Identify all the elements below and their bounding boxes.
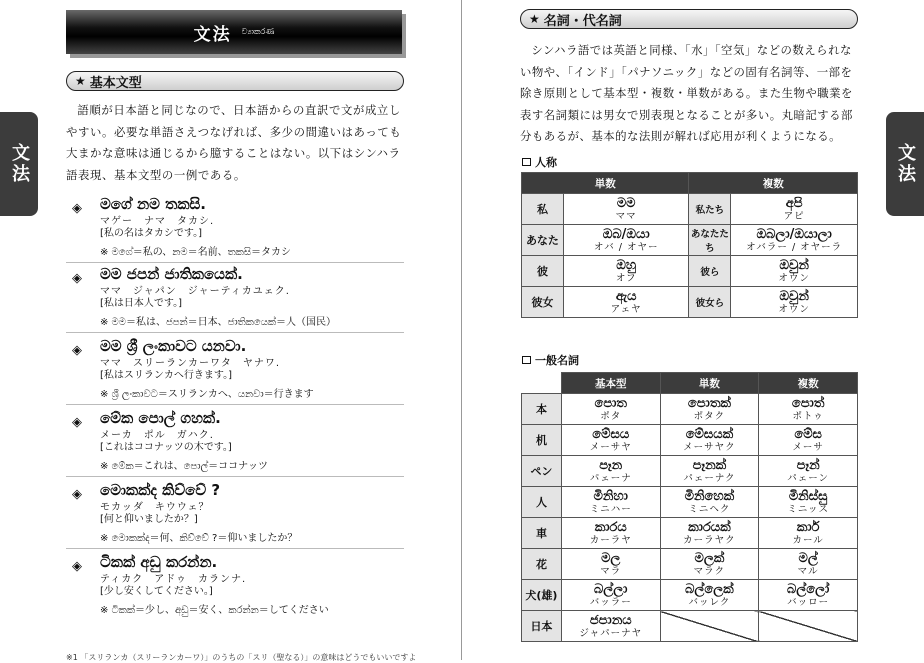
row-label: 車 <box>522 518 562 549</box>
row-label-plural: あなたたち <box>689 225 731 256</box>
sinhala-word: මිනිහා <box>593 488 628 504</box>
japanese-meaning: [私は日本人です。] <box>100 298 183 309</box>
star-icon: ★ <box>529 12 540 26</box>
plural-cell <box>759 518 858 549</box>
base-form-cell <box>561 487 660 518</box>
sinhala-word: මිනිහෙක් <box>684 488 735 504</box>
table-row <box>522 611 858 642</box>
sinhala-word: අපි <box>785 195 803 211</box>
sinhala-word: මල් <box>798 550 818 566</box>
katakana-reading: ママ スリーランカーワタ ヤナワ. <box>100 358 281 369</box>
japanese-meaning: [私はスリランカへ行きます。] <box>100 370 233 381</box>
section-heading-nouns <box>520 9 858 29</box>
nouns-heading-label: 一般名詞 <box>535 354 579 367</box>
sinhala-word: බල්ලෝ <box>787 581 830 597</box>
pronouns-table <box>521 172 858 318</box>
sinhala-sentence: මගේ නම තකසි. <box>100 195 206 213</box>
row-label: 花 <box>522 549 562 580</box>
table-row <box>522 487 858 518</box>
sinhala-word: ඔබලා/ඔයාලා <box>756 226 832 242</box>
sentence-pattern <box>66 481 404 549</box>
katakana-reading: オバ / オヤー <box>593 241 659 253</box>
katakana-reading: アピ <box>783 210 805 222</box>
row-label-singular: あなた <box>522 225 564 256</box>
katakana-reading: ティカク アドゥ カランナ. <box>100 574 247 585</box>
table-row <box>522 580 858 611</box>
singular-cell <box>563 287 689 318</box>
section-title: 名詞・代名詞 <box>543 13 622 29</box>
singular-cell <box>660 580 759 611</box>
katakana-reading: ミニハー <box>589 503 632 515</box>
katakana-reading: カール <box>792 534 824 546</box>
sinhala-word: ඔවුන් <box>779 288 809 304</box>
singular-cell <box>660 518 759 549</box>
katakana-reading: ママ ジャパン ジャーティカユェク. <box>100 286 290 297</box>
table-row <box>522 518 858 549</box>
katakana-reading: ジャパーナヤ <box>579 627 643 639</box>
katakana-reading: ママ <box>615 210 637 222</box>
katakana-reading: マラ <box>600 565 622 577</box>
base-form-cell <box>561 394 660 425</box>
table-row <box>522 287 858 318</box>
plural-cell <box>759 549 858 580</box>
nouns-header-singular: 単数 <box>660 373 759 394</box>
sinhala-sentence: මම ජපන් ජාතිකයෙක්. <box>100 265 243 283</box>
plural-cell <box>759 580 858 611</box>
katakana-reading: ミニッス <box>787 503 829 515</box>
row-label-singular: 私 <box>522 194 564 225</box>
katakana-reading: パェーナク <box>683 472 736 484</box>
sinhala-sentence: මම ශ්‍රී ලංකාවට යනවා. <box>100 337 247 355</box>
word-gloss: ※ මම＝私は、ජපන්＝日本、ජාතිකයෙක්＝人（国民） <box>100 317 337 328</box>
sinhala-word: ඇය <box>615 288 637 304</box>
sentence-pattern <box>66 553 404 621</box>
chapter-title: 文法 <box>193 24 232 45</box>
nouns-subheading <box>522 352 579 368</box>
row-label-plural: 彼女ら <box>689 287 731 318</box>
japanese-meaning: [何と仰いましたか？] <box>100 514 198 525</box>
singular-cell <box>660 549 759 580</box>
row-label-singular: 彼 <box>522 256 564 287</box>
pronouns-header-plural: 複数 <box>689 173 858 194</box>
sinhala-word: මිනිස්සු <box>788 488 828 504</box>
empty-cell <box>660 611 759 642</box>
sinhala-word: මේසයක් <box>685 426 734 442</box>
footnote: ※1 「スリランカ（スリーランカーワ）」のうちの「スリ（聖なる）」の意味はどうでもいいですよ <box>66 653 417 662</box>
sentence-pattern <box>66 409 404 477</box>
katakana-reading: マル <box>797 565 819 577</box>
diamond-bullet-icon: ◈ <box>72 415 82 430</box>
sinhala-word: බල්ලා <box>594 581 628 597</box>
diamond-bullet-icon: ◈ <box>72 343 82 358</box>
pronouns-subheading <box>522 154 557 170</box>
side-tab-left[interactable]: 文法 <box>0 112 38 216</box>
table-row <box>522 456 858 487</box>
sentence-pattern <box>66 265 404 333</box>
singular-cell <box>660 425 759 456</box>
word-gloss: ※ මොකක්ද＝何、කිව්වේ ?＝仰いましたか？ <box>100 533 298 544</box>
plural-cell <box>759 394 858 425</box>
katakana-reading: メーサ <box>792 441 824 453</box>
sinhala-word: පෑන <box>599 457 623 473</box>
sinhala-word: ඔබ/ඔයා <box>602 226 650 242</box>
katakana-reading: ポタ <box>600 410 622 422</box>
row-label: 犬(雄) <box>522 580 562 611</box>
sinhala-word: කාර් <box>796 519 820 535</box>
sinhala-word: කාරයක් <box>688 519 731 535</box>
sinhala-word: මල <box>601 550 621 566</box>
katakana-reading: バッレク <box>688 596 731 608</box>
sinhala-word: මේස <box>794 426 822 442</box>
sinhala-word: ජපානය <box>589 612 632 628</box>
sinhala-word: ඔහු <box>616 257 637 273</box>
katakana-reading: オウン <box>778 303 810 315</box>
nouns-header-plural: 複数 <box>759 373 858 394</box>
row-label: 机 <box>522 425 562 456</box>
japanese-meaning: [私の名はタカシです。] <box>100 228 203 239</box>
section-heading-basic-patterns <box>66 71 404 91</box>
sinhala-word: මේසය <box>592 426 630 442</box>
sinhala-word: පොත් <box>791 395 825 411</box>
base-form-cell <box>561 611 660 642</box>
row-label-plural: 彼ら <box>689 256 731 287</box>
katakana-reading: メーサヤ <box>589 441 632 453</box>
diamond-bullet-icon: ◈ <box>72 487 82 502</box>
sentence-pattern <box>66 337 404 405</box>
singular-cell <box>563 256 689 287</box>
intro-paragraph: 語順が日本語と同じなので、日本語からの直訳で文が成立しやすい。必要な単語さえつなげれば、多少の間違いはあっても大まかな意味は通じるから臆することはない。以下はシンハラ語表現、基本文型の一例である。 <box>66 103 402 182</box>
katakana-reading: オフ <box>615 272 637 284</box>
chapter-title-sinhala: ව්‍යාකරණ <box>241 27 275 36</box>
sinhala-word: පෑනක් <box>692 457 727 473</box>
base-form-cell <box>561 425 660 456</box>
plural-cell <box>731 225 858 256</box>
box-icon <box>522 158 531 166</box>
row-label: 人 <box>522 487 562 518</box>
base-form-cell <box>561 549 660 580</box>
katakana-reading: バッラー <box>589 596 632 608</box>
word-gloss: ※ මේක＝これは、පොල්＝ココナッツ <box>100 461 268 472</box>
sinhala-sentence: මොකක්ද කිව්වේ ? <box>100 481 221 499</box>
page-spine <box>461 0 462 660</box>
sinhala-sentence: ටිකක් අඩු කරන්න. <box>100 553 218 571</box>
word-gloss: ※ ශ්‍රී ලංකාවට＝スリランカへ、යනවා＝行きます <box>100 389 314 400</box>
table-row <box>522 256 858 287</box>
star-icon: ★ <box>75 74 86 88</box>
row-label: 本 <box>522 394 562 425</box>
empty-cell <box>759 611 858 642</box>
diamond-bullet-icon: ◈ <box>72 201 82 216</box>
katakana-reading: アェヤ <box>610 303 642 315</box>
katakana-reading: オウン <box>778 272 810 284</box>
singular-cell <box>563 225 689 256</box>
base-form-cell <box>561 580 660 611</box>
japanese-meaning: [少し安くしてください。] <box>100 586 213 597</box>
katakana-reading: メーカ ポル ガハク. <box>100 430 214 441</box>
singular-cell <box>660 456 759 487</box>
sinhala-word: බල්ලෙක් <box>685 581 734 597</box>
singular-cell <box>660 487 759 518</box>
nouns-header-base: 基本型 <box>561 373 660 394</box>
sinhala-word: ඔවුන් <box>779 257 809 273</box>
katakana-reading: バッロー <box>787 596 830 608</box>
side-tab-right[interactable]: 文法 <box>886 112 924 216</box>
row-label-plural: 私たち <box>689 194 731 225</box>
nouns-intro-paragraph: シンハラ語では英語と同様、「水」「空気」などの数えられない物や、「インド」「パナソニック」などの固有名詞等、一部を除き原則として基本型・複数・単数がある。また生物や職業を表す名詞類には男女で別表現となることが多い。丸暗記する部分もあるが、基本的な法則が解れば応用が利くようになる。 <box>520 43 853 143</box>
diamond-bullet-icon: ◈ <box>72 271 82 286</box>
plural-cell <box>731 256 858 287</box>
row-label: 日本 <box>522 611 562 642</box>
japanese-meaning: [これはココナッツの木です。] <box>100 442 232 453</box>
katakana-reading: パェーン <box>787 472 830 484</box>
katakana-reading: カーラヤ <box>589 534 632 546</box>
row-label-singular: 彼女 <box>522 287 564 318</box>
katakana-reading: ポトゥ <box>792 410 824 422</box>
sinhala-word: මම <box>616 195 636 211</box>
box-icon <box>522 356 531 364</box>
base-form-cell <box>561 518 660 549</box>
sinhala-word: කාරය <box>594 519 627 535</box>
singular-cell <box>563 194 689 225</box>
singular-cell <box>660 394 759 425</box>
sinhala-sentence: මේක පොල් ගහක්. <box>100 409 221 427</box>
diamond-bullet-icon: ◈ <box>72 559 82 574</box>
sinhala-word: මලක් <box>694 550 725 566</box>
katakana-reading: パェーナ <box>589 472 632 484</box>
table-row <box>522 425 858 456</box>
plural-cell <box>759 456 858 487</box>
katakana-reading: ミニヘク <box>688 503 731 515</box>
nouns-header-blank <box>522 373 562 394</box>
katakana-reading: モカッダ キウウェ？ <box>100 502 210 513</box>
katakana-reading: メーサヤク <box>683 441 736 453</box>
section-title: 基本文型 <box>89 75 142 91</box>
word-gloss: ※ මගේ＝私の、නම＝名前、තකසි＝タカシ <box>100 247 292 258</box>
pronouns-header-singular: 単数 <box>522 173 689 194</box>
plural-cell <box>731 287 858 318</box>
plural-cell <box>759 487 858 518</box>
table-row <box>522 394 858 425</box>
base-form-cell <box>561 456 660 487</box>
table-row <box>522 225 858 256</box>
sinhala-word: පෑන් <box>796 457 820 473</box>
sinhala-word: පොතක් <box>687 395 731 411</box>
katakana-reading: カーラヤク <box>683 534 736 546</box>
katakana-reading: オバラー / オヤーラ <box>746 241 843 253</box>
sentence-pattern <box>66 195 404 263</box>
row-label: ペン <box>522 456 562 487</box>
katakana-reading: マゲー ナマ タカシ. <box>100 216 215 227</box>
chapter-title-banner <box>66 10 402 54</box>
sinhala-word: පොත <box>594 395 627 411</box>
plural-cell <box>759 425 858 456</box>
word-gloss: ※ ටිකක්＝少し、අඩු＝安く、කරන්න＝してください <box>100 605 329 616</box>
pronouns-heading-label: 人称 <box>535 156 557 169</box>
plural-cell <box>731 194 858 225</box>
table-row <box>522 549 858 580</box>
katakana-reading: ポタク <box>693 410 726 422</box>
katakana-reading: マラク <box>693 565 726 577</box>
nouns-table <box>521 372 858 642</box>
table-row <box>522 194 858 225</box>
